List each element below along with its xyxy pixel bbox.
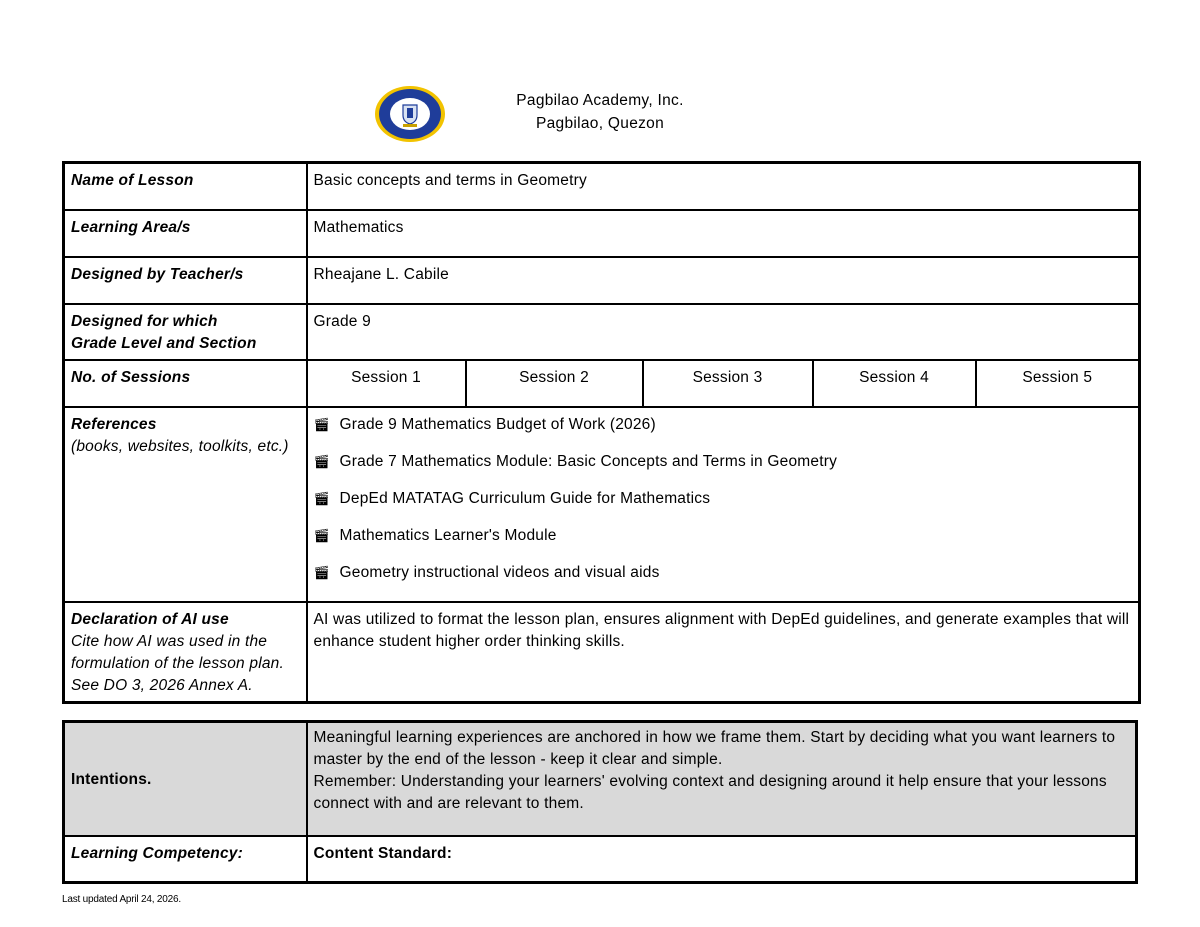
school-seal-logo	[373, 85, 447, 143]
row-learning-area	[64, 210, 1140, 257]
learning-area-label: Learning Area/s	[64, 210, 307, 257]
reference-text: Mathematics Learner's Module	[339, 526, 557, 544]
clapper-bullet-icon: 🎬︎	[313, 564, 331, 580]
learning-area-value: Mathematics	[307, 210, 1140, 257]
reference-text: DepEd MATATAG Curriculum Guide for Mathematics	[339, 489, 711, 507]
reference-text: Grade 7 Mathematics Module: Basic Concepts and Terms in Geometry	[339, 452, 838, 470]
row-ai-declaration	[64, 602, 1140, 703]
intentions-text-1: Meaningful learning experiences are anchored in how we frame them. Start by deciding what you want learners to master by the end of the lesson - keep it clear and simple.	[313, 729, 1116, 768]
intentions-text-cell	[307, 722, 1137, 836]
row-learning-competency	[64, 836, 1137, 883]
ai-declaration-sublabel: Cite how AI was used in the formulation of the lesson plan. See DO 3, 2026 Annex A.	[71, 632, 284, 694]
intentions-label: Intentions.	[64, 722, 307, 836]
reference-item	[314, 451, 1133, 473]
row-grade-level	[64, 304, 1140, 360]
grade-level-value: Grade 9	[307, 304, 1140, 360]
session-1-cell: Session 1	[307, 360, 466, 407]
references-sublabel: (books, websites, toolkits, etc.)	[71, 437, 289, 455]
grade-label-line-1: Designed for which	[71, 312, 218, 330]
clapper-bullet-icon: 🎬︎	[313, 453, 331, 469]
session-5-cell: Session 5	[976, 360, 1140, 407]
grade-label-line-2: Grade Level and Section	[71, 334, 257, 352]
ai-declaration-label: Declaration of AI use	[71, 610, 229, 628]
references-label: References	[71, 415, 157, 433]
references-label-cell	[64, 407, 307, 602]
learning-competency-label: Learning Competency:	[64, 836, 307, 883]
intentions-text-2: Remember: Understanding your learners' evolving context and designing around it help ensure that your lessons connect with and are relevant to them.	[313, 773, 1107, 812]
reference-text: Grade 9 Mathematics Budget of Work (2026)	[339, 415, 656, 433]
session-3-cell: Session 3	[643, 360, 813, 407]
school-name: Pagbilao Academy, Inc.	[516, 92, 684, 109]
references-list-cell	[307, 407, 1140, 602]
ai-declaration-value: AI was utilized to format the lesson plan, ensures alignment with DepEd guidelines, and generate examples that will enhance student higher order thinking skills.	[307, 602, 1140, 703]
last-updated-note: Last updated April 24, 2026.	[62, 894, 181, 905]
teacher-value: Rheajane L. Cabile	[307, 257, 1140, 304]
reference-item	[314, 562, 1133, 584]
lesson-name-label: Name of Lesson	[64, 163, 307, 210]
content-standard-label: Content Standard:	[307, 836, 1137, 883]
row-references	[64, 407, 1140, 602]
school-location: Pagbilao, Quezon	[535, 115, 665, 132]
sessions-label: No. of Sessions	[64, 360, 307, 407]
session-2-cell: Session 2	[466, 360, 643, 407]
session-4-cell: Session 4	[813, 360, 976, 407]
intentions-table	[62, 720, 1138, 884]
document-header	[0, 85, 1200, 145]
row-sessions	[64, 360, 1140, 407]
row-teacher	[64, 257, 1140, 304]
row-lesson-name	[64, 163, 1140, 210]
row-intentions	[64, 722, 1137, 836]
lesson-name-value: Basic concepts and terms in Geometry	[307, 163, 1140, 210]
ai-declaration-label-cell	[64, 602, 307, 703]
clapper-bullet-icon: 🎬︎	[313, 416, 331, 432]
clapper-bullet-icon: 🎬︎	[313, 490, 331, 506]
reference-item	[314, 414, 1133, 436]
school-info	[450, 89, 750, 135]
lesson-info-table	[62, 161, 1141, 704]
references-list	[314, 414, 1133, 584]
clapper-bullet-icon: 🎬︎	[313, 527, 331, 543]
reference-item	[314, 488, 1133, 510]
reference-text: Geometry instructional videos and visual aids	[339, 563, 660, 581]
teacher-label: Designed by Teacher/s	[64, 257, 307, 304]
grade-level-label	[64, 304, 307, 360]
reference-item	[314, 525, 1133, 547]
